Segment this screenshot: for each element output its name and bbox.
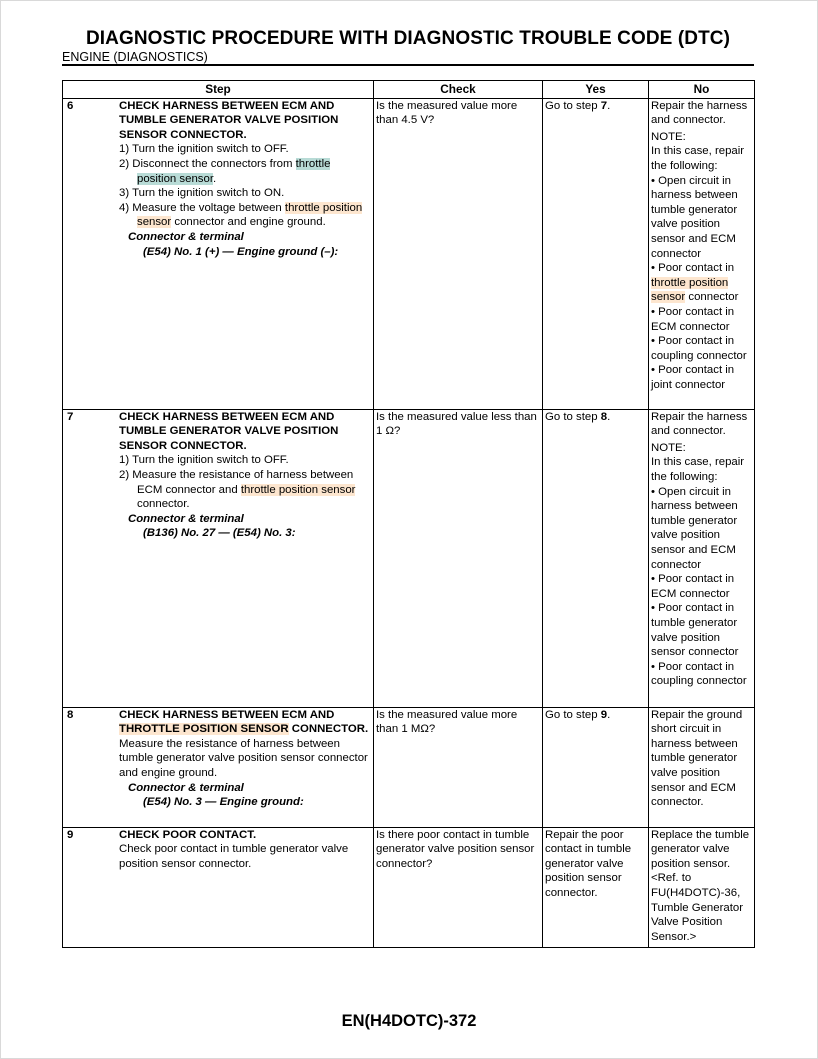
page-title: DIAGNOSTIC PROCEDURE WITH DIAGNOSTIC TROUBLE CODE (DTC) [85, 28, 731, 49]
no-bullet: • Poor contact in ECM connector [651, 305, 735, 333]
no-cell [649, 98, 755, 409]
yes-text: Go to step [545, 410, 601, 423]
step-instruction: 1) Turn the ignition switch to OFF. [119, 454, 289, 467]
page-header [62, 28, 754, 65]
connector-terminal-label: Connector & terminal [128, 230, 244, 243]
yes-cell: Repair the poor contact in tumble generator valve position sensor connector. [543, 827, 649, 947]
yes-cell [543, 98, 649, 409]
step-cell [63, 409, 374, 707]
section-subtitle: ENGINE (DIAGNOSTICS) [62, 50, 208, 64]
yes-text: . [607, 708, 611, 721]
note-label: NOTE: [651, 441, 686, 454]
step-title: CHECK POOR CONTACT. [119, 828, 257, 841]
yes-text: . [607, 410, 611, 423]
column-header-yes: Yes [543, 81, 649, 99]
instruction-text: 2) Disconnect the connectors from [119, 157, 296, 170]
no-cell: Repair the ground short circuit in harness between tumble generator valve position sensor and ECM connector. [649, 707, 755, 827]
instruction-text: . [213, 172, 217, 185]
yes-cell [543, 707, 649, 827]
no-bullet: • Open circuit in harness between tumble generator valve position sensor and ECM connector [651, 174, 738, 260]
no-cell: Replace the tumble generator valve position sensor. <Ref. to FU(H4DOTC)-36, Tumble Generator Valve Position Sensor.> [649, 827, 755, 947]
step-instruction: 3) Turn the ignition switch to ON. [119, 187, 285, 200]
step-instruction [119, 157, 369, 186]
table-header-row [63, 81, 755, 99]
column-header-step: Step [63, 81, 374, 99]
bullet-text: • Poor contact in [651, 262, 735, 275]
column-header-no: No [649, 81, 755, 99]
no-bullet: • Poor contact in coupling connector [651, 660, 747, 688]
no-main-text: Repair the harness and connector. [651, 99, 748, 127]
connector-terminal-value: (E54) No. 3 — Engine ground: [143, 796, 304, 809]
connector-terminal-label: Connector & terminal [128, 512, 244, 525]
step-body: Check poor contact in tumble generator valve position sensor connector. [119, 843, 349, 870]
table-row [63, 98, 755, 409]
step-instruction: 1) Turn the ignition switch to OFF. [119, 143, 289, 156]
yes-text: . [607, 99, 611, 112]
no-bullet: • Poor contact in tumble generator valve position sensor connector [651, 602, 739, 659]
connector-terminal-value: (B136) No. 27 — (E54) No. 3: [143, 527, 296, 540]
no-main-text: Repair the harness and connector. [651, 410, 748, 438]
check-cell: Is the measured value more than 4.5 V? [374, 98, 543, 409]
step-title: CHECK HARNESS BETWEEN ECM AND TUMBLE GENERATOR VALVE POSITION SENSOR CONNECTOR. [119, 410, 339, 452]
highlight-term: throttle position sensor [651, 276, 729, 304]
step-instruction [119, 201, 369, 230]
title-text: CONNECTOR. [288, 723, 369, 736]
note-intro: In this case, repair the following: [651, 456, 745, 483]
note-intro: In this case, repair the following: [651, 145, 745, 172]
yes-text: Go to step [545, 99, 601, 112]
bullet-text: connector [685, 291, 739, 304]
highlight-term: throttle position sensor [137, 157, 331, 185]
step-number: 9 [67, 828, 74, 841]
yes-text: Go to step [545, 708, 601, 721]
goto-step-number: 8 [600, 410, 608, 423]
check-cell: Is the measured value less than 1 Ω? [374, 409, 543, 707]
table-row [63, 409, 755, 707]
yes-cell [543, 409, 649, 707]
highlight-term: THROTTLE POSITION SENSOR [119, 723, 289, 736]
step-cell [63, 98, 374, 409]
no-bullet: • Poor contact in coupling connector [651, 335, 747, 362]
no-bullet: • Open circuit in harness between tumble generator valve position sensor and ECM connector [651, 485, 738, 571]
no-bullet: • Poor contact in joint connector [651, 364, 735, 391]
no-cell [649, 409, 755, 707]
step-title: CHECK HARNESS BETWEEN ECM AND TUMBLE GENERATOR VALVE POSITION SENSOR CONNECTOR. [119, 99, 339, 141]
step-body: Measure the resistance of harness between tumble generator valve position sensor connector and engine ground. [119, 737, 368, 779]
table-row [63, 707, 755, 827]
goto-step-number: 9 [600, 708, 608, 721]
instruction-text: connector. [137, 498, 190, 511]
page-number: EN(H4DOTC)-372 [341, 1012, 477, 1030]
step-number: 6 [67, 99, 74, 112]
connector-terminal-label: Connector & terminal [128, 781, 244, 794]
title-text: CHECK HARNESS BETWEEN ECM AND [119, 708, 335, 721]
goto-step-number: 7 [600, 99, 608, 112]
table-row [63, 827, 755, 947]
instruction-text: connector and engine ground. [171, 216, 326, 229]
no-bullet: • Poor contact in ECM connector [651, 573, 735, 600]
diagnostic-table [62, 80, 755, 948]
note-label: NOTE: [651, 130, 686, 143]
check-cell: Is the measured value more than 1 MΩ? [374, 707, 543, 827]
header-rule [62, 64, 754, 66]
check-cell: Is there poor contact in tumble generator valve position sensor connector? [374, 827, 543, 947]
step-instruction [119, 468, 369, 512]
highlight-term: throttle position sensor [240, 483, 356, 496]
step-title [119, 708, 369, 737]
instruction-text: 4) Measure the voltage between [119, 201, 285, 214]
instruction-text: 2) Measure the resistance of harness between ECM connector and [119, 468, 354, 496]
step-number: 8 [67, 708, 74, 721]
connector-terminal-value: (E54) No. 1 (+) — Engine ground (–): [143, 245, 339, 258]
step-cell [63, 707, 374, 827]
step-number: 7 [67, 410, 74, 423]
step-cell [63, 827, 374, 947]
no-bullet [651, 261, 752, 305]
highlight-term: throttle position sensor [137, 201, 363, 229]
column-header-check: Check [374, 81, 543, 99]
